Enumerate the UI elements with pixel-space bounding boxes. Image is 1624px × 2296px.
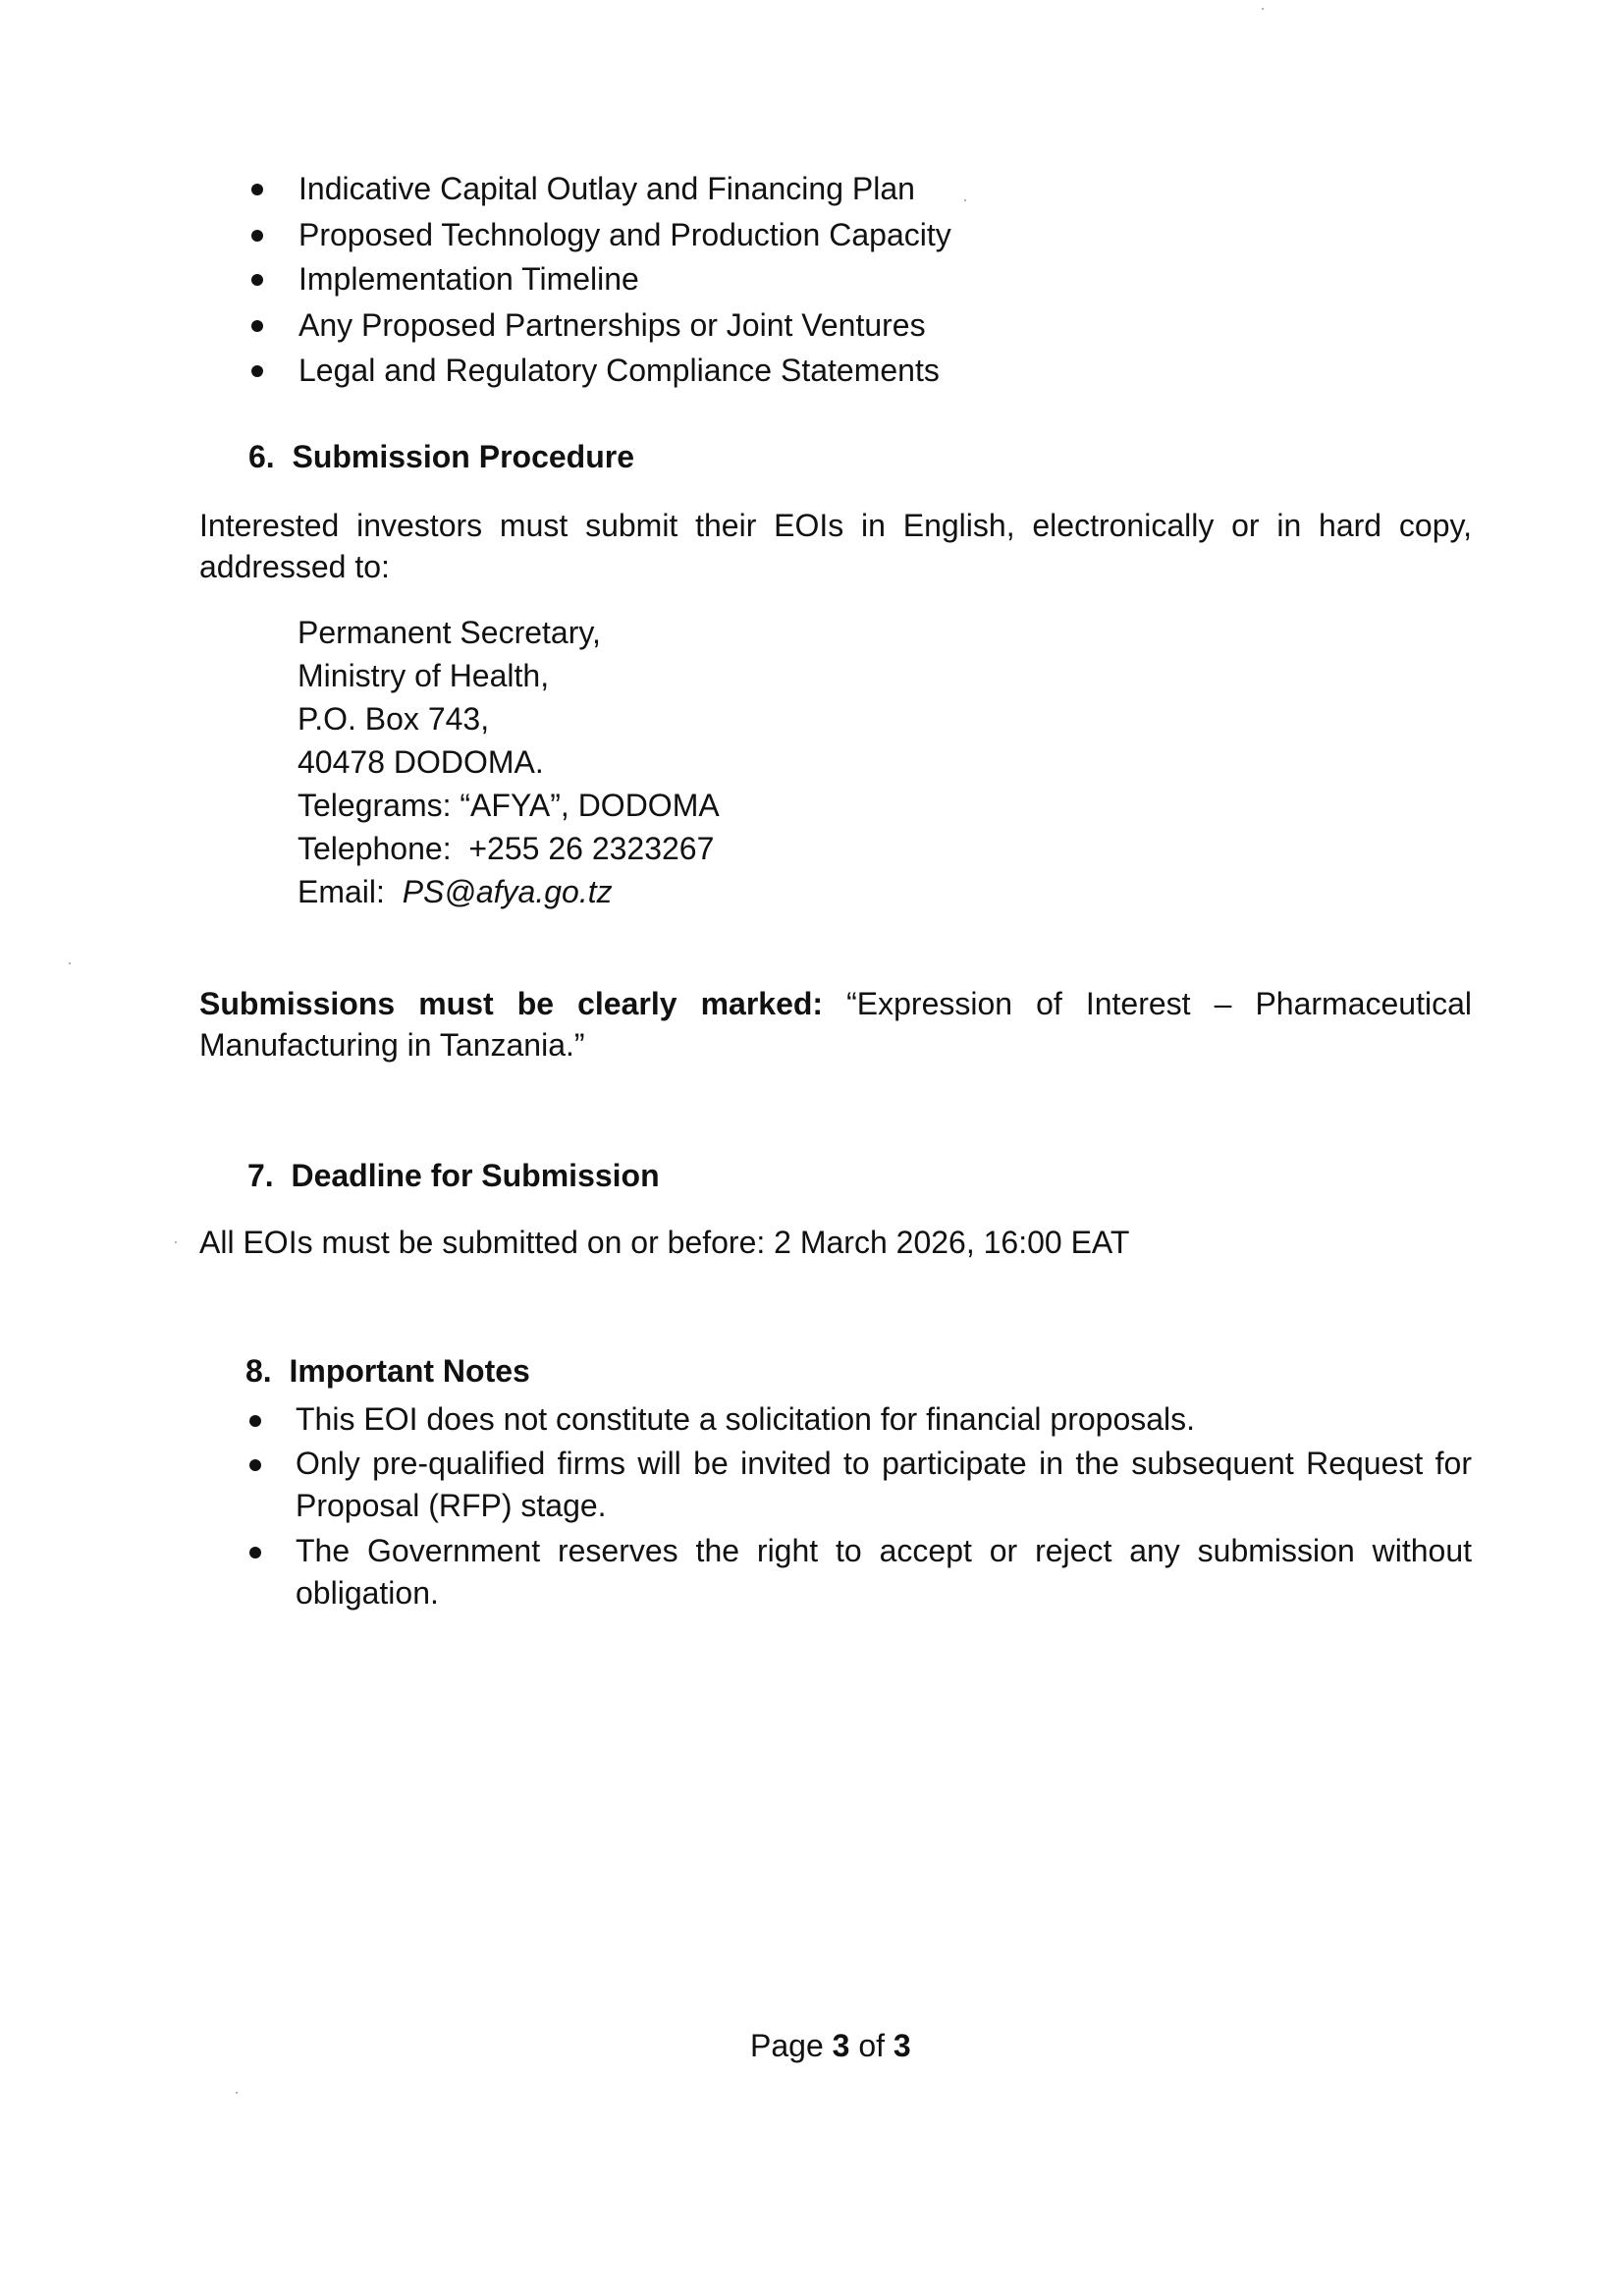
- section-6-heading: [248, 435, 634, 478]
- section-title: Submission Procedure: [292, 439, 634, 474]
- scan-speck: [236, 2092, 238, 2094]
- marking-instruction: [199, 983, 1472, 1066]
- email-address[interactable]: PS@afya.go.tz: [402, 874, 613, 909]
- telephone-line: [298, 827, 714, 870]
- address-line: P.O. Box 743,: [298, 701, 490, 737]
- section-title: Important Notes: [289, 1353, 530, 1389]
- bullet-icon: [251, 230, 263, 242]
- list-item: Implementation Timeline: [298, 261, 639, 297]
- telephone-number: +255 26 2323267: [468, 831, 715, 866]
- section-8-heading: [245, 1349, 530, 1393]
- scan-speck: [175, 1241, 177, 1243]
- email-line: [298, 870, 613, 913]
- section-number: 8.: [245, 1353, 272, 1389]
- note-item: Only pre-qualified firms will be invited to participate in the subsequent Request for Proposal (RFP) stage.: [296, 1446, 1472, 1523]
- section-7-heading: [247, 1154, 660, 1197]
- list-item: Any Proposed Partnerships or Joint Ventures: [298, 307, 926, 343]
- section-title: Deadline for Submission: [291, 1158, 660, 1193]
- bullet-icon: [251, 365, 263, 377]
- address-line: Ministry of Health,: [298, 658, 550, 693]
- list-item: Legal and Regulatory Compliance Statements: [298, 353, 940, 388]
- list-item: Proposed Technology and Production Capacity: [298, 217, 951, 252]
- bullet-icon: [249, 1459, 261, 1471]
- deadline-text: All EOIs must be submitted on or before: 2 March 2026, 16:00 EAT: [199, 1225, 1130, 1260]
- address-line: Permanent Secretary,: [298, 615, 601, 650]
- scan-speck: [964, 199, 966, 201]
- bullet-icon: [249, 1547, 261, 1558]
- page-word: Page: [750, 2028, 824, 2063]
- page-number: [750, 2024, 911, 2067]
- note-item: The Government reserves the right to accept or reject any submission without obligation.: [296, 1533, 1472, 1611]
- marking-text: “Expression of Interest – Pharmaceutical Manufacturing in Tanzania.”: [199, 986, 1472, 1063]
- scan-speck: [1262, 8, 1264, 10]
- total-pages: 3: [893, 2028, 911, 2063]
- telegrams-line: Telegrams: “AFYA”, DODOMA: [298, 788, 720, 823]
- marking-label: Submissions must be clearly marked:: [199, 986, 824, 1021]
- submission-paragraph: Interested investors must submit their EOIs in English, electronically or in hard copy, addressed to:: [199, 508, 1472, 584]
- of-word: of: [858, 2028, 885, 2063]
- section-number: 6.: [248, 439, 275, 474]
- bullet-icon: [251, 320, 263, 332]
- list-item: Indicative Capital Outlay and Financing Plan: [298, 171, 915, 206]
- telephone-label: Telephone:: [298, 831, 452, 866]
- bullet-icon: [251, 274, 263, 286]
- current-page: 3: [832, 2028, 850, 2063]
- section-number: 7.: [247, 1158, 274, 1193]
- note-item: This EOI does not constitute a solicitation for financial proposals.: [296, 1401, 1196, 1437]
- bullet-icon: [251, 184, 263, 195]
- scan-speck: [69, 962, 71, 964]
- address-line: 40478 DODOMA.: [298, 744, 544, 780]
- email-label: Email:: [298, 874, 385, 909]
- bullet-icon: [249, 1415, 261, 1427]
